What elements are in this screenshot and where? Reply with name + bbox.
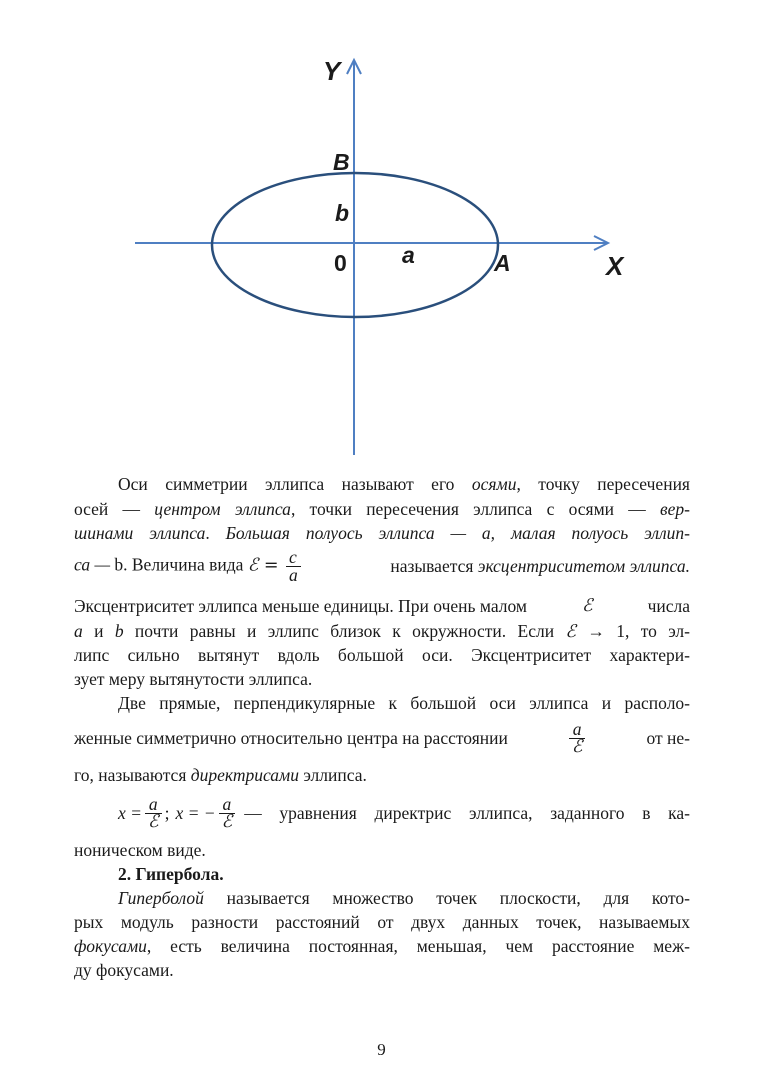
semi-axis-a-label: a <box>402 242 415 268</box>
eccentricity-formula-lhs: ℰ = <box>247 555 279 576</box>
para2-line3: го, называются директрисами эллипса. <box>74 765 367 785</box>
directrix-equations: x = $\frac{a}{\text{ℰ}}$ ; x = − $\frac{a}{\text{ℰ}}$ — уравнения директрис эллипса, заданного в ка- <box>118 793 690 832</box>
para1-line6: a и b почти равны и эллипс близок к окружности. Если ℰ → 1, то эл- <box>74 621 690 642</box>
para1-line2: осей — центром эллипса, точки пересечения эллипса с осями — вер- <box>74 499 690 519</box>
semi-axis-b-label: b <box>335 200 350 226</box>
page-number: 9 <box>377 1040 386 1059</box>
para2-line2: женные симметрично относительно центра на расстоянии $\frac{a}{\text{ℰ}}$ от не- <box>74 718 690 757</box>
ellipse-figure <box>0 0 763 470</box>
para1-line7: липс сильно вытянут вдоль большой оси. Эксцентриситет характери- <box>74 645 690 665</box>
para1-line8: зует меру вытянутости эллипса. <box>74 669 313 689</box>
para3-line1: Гиперболой называется множество точек плоскости, для кото- <box>118 888 690 908</box>
para3-line2: рых модуль разности расстояний от двух данных точек, называемых <box>74 912 690 932</box>
vertex-a-label: A <box>494 250 511 276</box>
vertex-b-label: B <box>333 149 350 175</box>
eq1-fraction: $\frac{a}{\text{ℰ}}$ <box>145 796 162 831</box>
para1-line4: са — b. Величина вида ℰ = $\frac{c}{a}$ называется эксцентриситетом эллипса. <box>74 546 690 585</box>
para3-line4: ду фокусами. <box>74 960 174 980</box>
y-axis-label: Y <box>323 56 341 86</box>
para3-line3: фокусами, есть величина постоянная, меньшая, чем расстояние меж- <box>74 936 690 956</box>
origin-label: 0 <box>334 250 347 276</box>
para2-line1: Две прямые, перпендикулярные к большой оси эллипса и располо- <box>118 693 690 713</box>
para1-line5: Эксцентриситет эллипса меньше единицы. При очень малом ℰ числа <box>74 596 690 616</box>
para1-line3: шинами эллипса. Большая полуось эллипса — a, малая полуось эллип- <box>74 523 691 543</box>
section-heading-hyperbola: 2. Гипербола. <box>118 864 224 884</box>
x-axis-label: X <box>606 251 624 281</box>
para1-line1: Оси симметрии эллипса называют его осями, точку пересечения <box>118 474 690 494</box>
eccentricity-fraction: $\frac{c}{a}$ <box>286 549 301 584</box>
eq2-fraction: $\frac{a}{\text{ℰ}}$ <box>219 796 236 831</box>
equations-line2: ноническом виде. <box>74 840 206 860</box>
directrix-distance-fraction: $\frac{a}{\text{ℰ}}$ <box>569 721 586 756</box>
